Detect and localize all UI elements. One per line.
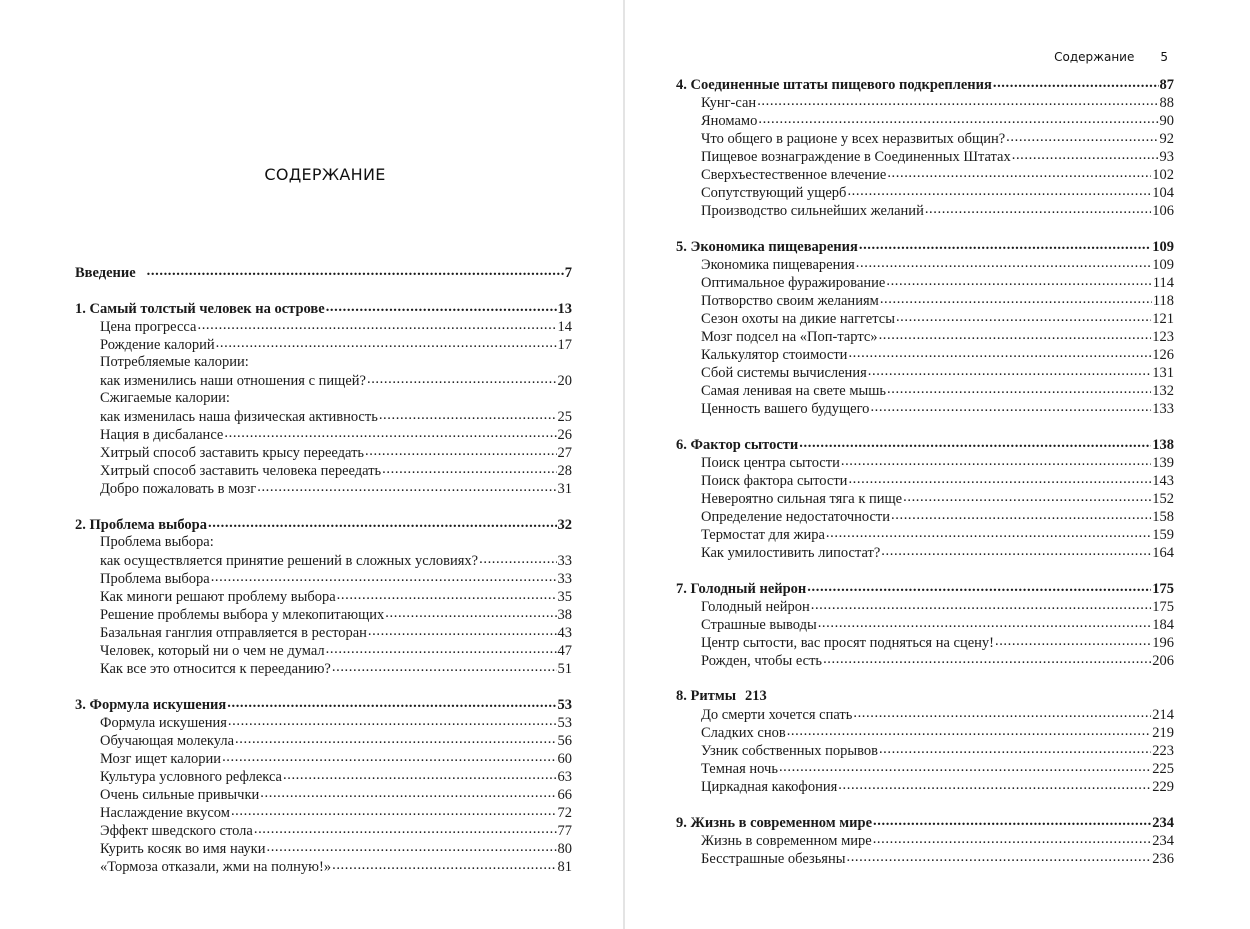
toc-section-entry[interactable] [676, 615, 1174, 633]
chapter-page: 213 [745, 688, 767, 704]
chapter-page: 175 [1152, 581, 1174, 597]
toc-section-entry[interactable] [75, 569, 572, 587]
section-page: 132 [1152, 383, 1174, 399]
toc-section-entry[interactable] [75, 767, 572, 785]
chapter-title: 8. Ритмы [676, 688, 737, 704]
toc-section-entry[interactable] [75, 407, 572, 425]
toc-section-entry[interactable] [676, 93, 1174, 111]
toc-chapter-entry[interactable] [75, 299, 572, 317]
dot-leader [847, 183, 1151, 197]
section-page: 92 [1159, 131, 1174, 147]
toc-section-entry[interactable] [75, 659, 572, 677]
section-title: Экономика пищеварения [701, 257, 855, 273]
section-page: 118 [1152, 293, 1174, 309]
left-chapter-list [75, 299, 572, 875]
section-title: Сезон охоты на дикие наггетсы [701, 311, 895, 327]
section-page: 106 [1152, 203, 1174, 219]
chapter-page: 53 [557, 697, 572, 713]
section-page: 53 [557, 715, 572, 731]
chapter-page: 13 [557, 301, 572, 317]
section-title: Базальная ганглия отправляется в ресторан [100, 625, 367, 641]
dot-leader [787, 723, 1152, 737]
dot-leader [1012, 147, 1159, 161]
section-page: 43 [557, 625, 572, 641]
dot-leader [887, 165, 1151, 179]
chapter-page: 109 [1152, 239, 1174, 255]
dot-leader [887, 381, 1151, 395]
toc-section-entry[interactable] [676, 543, 1174, 561]
section-page: 236 [1152, 851, 1174, 867]
right-chapter-list [676, 75, 1174, 867]
toc-section-entry[interactable] [676, 741, 1174, 759]
section-title: Рожден, чтобы есть [701, 653, 823, 669]
section-title: Центр сытости, вас просят подняться на сцену! [701, 635, 994, 651]
dot-leader [147, 263, 564, 277]
toc-section-entry[interactable] [676, 309, 1174, 327]
toc-section-entry[interactable] [676, 381, 1174, 399]
section-page: 47 [557, 643, 572, 659]
section-page: 51 [557, 661, 572, 677]
section-title: Сопутствующий ущерб [701, 185, 847, 201]
section-page: 229 [1152, 779, 1174, 795]
toc-section-entry[interactable] [75, 551, 572, 569]
section-title: Решение проблемы выбора у млекопитающих [100, 607, 385, 623]
section-title: Курить косяк во имя науки [100, 841, 266, 857]
toc-section-entry[interactable] [75, 353, 572, 371]
section-title: Добро пожаловать в мозг [100, 481, 257, 497]
toc-section-entry[interactable] [676, 165, 1174, 183]
section-title: как изменились наши отношения с пищей? [100, 373, 366, 389]
toc-chapter-entry[interactable] [75, 695, 572, 713]
section-title: Яномамо [701, 113, 758, 129]
section-page: 81 [557, 859, 572, 875]
toc-section-entry[interactable] [676, 129, 1174, 147]
section-title: Мозг подсел на «Поп-тартс» [701, 329, 878, 345]
dot-leader [227, 695, 556, 709]
section-title: Проблема выбора: [100, 534, 214, 550]
section-title: Определение недостаточности [701, 509, 891, 525]
section-title: Поиск центра сытости [701, 455, 840, 471]
dot-leader [859, 237, 1151, 251]
section-title: Очень сильные привычки [100, 787, 260, 803]
dot-leader [326, 299, 557, 313]
dot-leader [891, 507, 1151, 521]
section-page: 17 [557, 337, 572, 353]
section-title: Культура условного рефлекса [100, 769, 282, 785]
section-page: 66 [557, 787, 572, 803]
dot-leader [841, 453, 1151, 467]
section-title: Что общего в рационе у всех неразвитых общин? [701, 131, 1006, 147]
section-page: 133 [1152, 401, 1174, 417]
section-page: 102 [1152, 167, 1174, 183]
dot-leader [896, 309, 1151, 323]
entry-page: 7 [564, 265, 572, 281]
section-page: 14 [557, 319, 572, 335]
dot-leader [870, 399, 1151, 413]
section-page: 123 [1152, 329, 1174, 345]
section-page: 26 [557, 427, 572, 443]
chapter-page: 32 [557, 517, 572, 533]
section-page: 33 [557, 553, 572, 569]
section-title: Поиск фактора сытости [701, 473, 848, 489]
section-page: 90 [1159, 113, 1174, 129]
toc-section-entry[interactable] [75, 857, 572, 875]
section-title: Пищевое вознаграждение в Соединенных Штатах [701, 149, 1011, 165]
toc-section-entry[interactable] [676, 525, 1174, 543]
dot-leader [283, 767, 557, 781]
chapter-title: 5. Экономика пищеварения [676, 239, 858, 255]
section-title: Рождение калорий [100, 337, 215, 353]
toc-section-entry[interactable] [676, 471, 1174, 489]
toc-section-entry[interactable] [75, 317, 572, 335]
chapter-title: 6. Фактор сытости [676, 437, 799, 453]
dot-leader [266, 839, 556, 853]
toc-section-entry[interactable] [676, 399, 1174, 417]
section-title: Как все это относится к перееданию? [100, 661, 331, 677]
section-title: Циркадная какофония [701, 779, 838, 795]
section-title: Мозг ищет калории [100, 751, 222, 767]
entry-title: Введение [75, 265, 136, 281]
section-page: 63 [557, 769, 572, 785]
toc-chapter-entry[interactable] [676, 435, 1174, 453]
section-title: Кунг-сан [701, 95, 757, 111]
section-title: Цена прогресса [100, 319, 197, 335]
toc-section-entry[interactable] [75, 749, 572, 767]
section-title: Хитрый способ заставить человека переедать [100, 463, 382, 479]
chapter-page: 87 [1159, 77, 1174, 93]
chapter-title: 4. Соединенные штаты пищевого подкрепления [676, 77, 992, 93]
toc-section-entry[interactable] [75, 425, 572, 443]
dot-leader [216, 335, 557, 349]
section-title: Человек, который ни о чем не думал [100, 643, 325, 659]
dot-leader [224, 425, 556, 439]
section-page: 159 [1152, 527, 1174, 543]
section-page: 80 [557, 841, 572, 857]
toc-section-entry[interactable] [676, 147, 1174, 165]
section-page: 164 [1152, 545, 1174, 561]
dot-leader [873, 813, 1151, 827]
toc-section-entry[interactable] [75, 605, 572, 623]
section-page: 131 [1152, 365, 1174, 381]
dot-leader [368, 623, 557, 637]
section-title: Потворство своим желаниям [701, 293, 879, 309]
toc-section-entry[interactable] [75, 479, 572, 497]
section-title: Сладких снов [701, 725, 786, 741]
section-page: 234 [1152, 833, 1174, 849]
section-title: Голодный нейрон [701, 599, 810, 615]
dot-leader [993, 75, 1159, 89]
chapter-title: 7. Голодный нейрон [676, 581, 807, 597]
section-page: 175 [1152, 599, 1174, 615]
section-title: Наслаждение вкусом [100, 805, 230, 821]
section-title: До смерти хочется спать [701, 707, 853, 723]
toc-section-entry[interactable] [75, 785, 572, 803]
dot-leader [868, 363, 1152, 377]
section-page: 56 [557, 733, 572, 749]
dot-leader [886, 273, 1151, 287]
section-title: Узник собственных порывов [701, 743, 878, 759]
toc-chapter-entry[interactable] [75, 515, 572, 533]
dot-leader [332, 857, 556, 871]
section-page: 158 [1152, 509, 1174, 525]
toc-section-entry[interactable] [75, 821, 572, 839]
section-title: Сверхъестественное влечение [701, 167, 887, 183]
toc-section-entry[interactable] [676, 705, 1174, 723]
section-page: 31 [557, 481, 572, 497]
toc-chapter-section [676, 579, 1174, 669]
dot-leader [838, 777, 1151, 791]
toc-section-entry[interactable] [676, 777, 1174, 795]
chapter-title: 1. Самый толстый человек на острове [75, 301, 325, 317]
section-page: 60 [557, 751, 572, 767]
section-title: Термостат для жира [701, 527, 825, 543]
section-title: как изменилась наша физическая активность [100, 409, 378, 425]
section-page: 126 [1152, 347, 1174, 363]
section-page: 38 [557, 607, 572, 623]
section-title: Как миноги решают проблему выбора [100, 589, 336, 605]
section-page: 196 [1152, 635, 1174, 651]
toc-section-entry[interactable] [676, 651, 1174, 669]
section-title: Формула искушения [100, 715, 227, 731]
toc-chapter-section [676, 687, 1174, 795]
section-title: Сжигаемые калории: [100, 390, 230, 406]
section-page: 139 [1152, 455, 1174, 471]
toc-section-entry[interactable] [75, 713, 572, 731]
toc-section-entry[interactable] [75, 731, 572, 749]
toc-section-entry[interactable] [676, 345, 1174, 363]
section-page: 225 [1152, 761, 1174, 777]
dot-leader [758, 111, 1158, 125]
section-title: Как умилостивить липостат? [701, 545, 881, 561]
dot-leader [879, 741, 1151, 755]
toc-section-entry[interactable] [676, 849, 1174, 867]
toc-section-entry[interactable] [75, 839, 572, 857]
section-page: 28 [557, 463, 572, 479]
toc-chapter-section [75, 515, 572, 677]
toc-section-entry[interactable] [676, 201, 1174, 219]
section-page: 72 [557, 805, 572, 821]
toc-section-entry[interactable] [676, 633, 1174, 651]
section-page: 214 [1152, 707, 1174, 723]
toc-section-entry[interactable] [75, 389, 572, 407]
running-head [1054, 50, 1168, 64]
dot-leader [385, 605, 556, 619]
toc-section-entry[interactable] [75, 623, 572, 641]
section-title: Невероятно сильная тяга к пище [701, 491, 903, 507]
section-page: 104 [1152, 185, 1174, 201]
dot-leader [995, 633, 1151, 647]
section-page: 88 [1159, 95, 1174, 111]
dot-leader [222, 749, 556, 763]
section-title: Производство сильнейших желаний [701, 203, 924, 219]
toc-section-entry[interactable] [676, 363, 1174, 381]
chapter-title: 9. Жизнь в современном мире [676, 815, 873, 831]
section-page: 27 [557, 445, 572, 461]
toc-section-entry[interactable] [676, 453, 1174, 471]
toc-chapter-section [676, 813, 1174, 867]
chapter-title: 2. Проблема выбора [75, 517, 207, 533]
toc-chapter-section [75, 299, 572, 497]
section-title: Ценность вашего будущего [701, 401, 870, 417]
toc-chapter-section [75, 695, 572, 875]
section-title: Проблема выбора [100, 571, 210, 587]
dot-leader [211, 569, 557, 583]
section-page: 121 [1152, 311, 1174, 327]
section-title: Нация в дисбалансе [100, 427, 224, 443]
dot-leader [799, 435, 1151, 449]
toc-section-entry[interactable] [75, 461, 572, 479]
section-page: 25 [557, 409, 572, 425]
toc-section-entry[interactable] [676, 273, 1174, 291]
dot-leader [925, 201, 1151, 215]
section-title: Потребляемые калории: [100, 354, 249, 370]
toc-section-entry[interactable] [75, 335, 572, 353]
toc-section-entry[interactable] [75, 371, 572, 389]
toc-section-entry[interactable] [676, 489, 1174, 507]
dot-leader [231, 803, 557, 817]
section-title: Страшные выводы [701, 617, 817, 633]
dot-leader [811, 597, 1152, 611]
section-page: 93 [1159, 149, 1174, 165]
dot-leader [260, 785, 556, 799]
toc-section-entry[interactable] [676, 597, 1174, 615]
toc-right-column [676, 75, 1174, 885]
toc-chapter-section [676, 237, 1174, 417]
toc-section-entry[interactable] [676, 831, 1174, 849]
toc-section-entry[interactable] [676, 111, 1174, 129]
dot-leader [235, 731, 556, 745]
section-title: как осуществляется принятие решений в сложных условиях? [100, 553, 479, 569]
section-title: Самая ленивая на свете мышь [701, 383, 887, 399]
dot-leader [856, 255, 1151, 269]
section-page: 143 [1152, 473, 1174, 489]
toc-chapter-section [676, 75, 1174, 219]
toc-chapter-entry[interactable] [676, 687, 1174, 705]
section-title: Темная ночь [701, 761, 778, 777]
dot-leader [479, 551, 556, 565]
dot-leader [208, 515, 557, 529]
dot-leader [880, 291, 1152, 305]
dot-leader [807, 579, 1151, 593]
dot-leader [228, 713, 557, 727]
section-title: Жизнь в современном мире [701, 833, 872, 849]
dot-leader [197, 317, 556, 331]
toc-section-entry[interactable] [75, 443, 572, 461]
section-title: Обучающая молекула [100, 733, 235, 749]
toc-left-column [75, 263, 572, 893]
dot-leader [382, 461, 556, 475]
dot-leader [848, 345, 1151, 359]
toc-section-entry[interactable] [75, 587, 572, 605]
section-page: 206 [1152, 653, 1174, 669]
toc-section-entry[interactable] [75, 533, 572, 551]
running-head-label: Содержание [1054, 50, 1135, 64]
dot-leader [757, 93, 1158, 107]
dot-leader [332, 659, 557, 673]
dot-leader [848, 471, 1151, 485]
toc-section-entry[interactable] [676, 183, 1174, 201]
section-title: Хитрый способ заставить крысу переедать [100, 445, 365, 461]
dot-leader [846, 849, 1151, 863]
toc-chapter-entry[interactable] [676, 813, 1174, 831]
dot-leader [823, 651, 1151, 665]
dot-leader [254, 821, 557, 835]
toc-section-entry[interactable] [75, 803, 572, 821]
dot-leader [379, 407, 557, 421]
chapter-title: 3. Формула искушения [75, 697, 227, 713]
dot-leader [873, 831, 1152, 845]
toc-chapter-entry[interactable] [676, 237, 1174, 255]
section-title: Калькулятор стоимости [701, 347, 848, 363]
section-page: 35 [557, 589, 572, 605]
section-page: 152 [1152, 491, 1174, 507]
section-page: 33 [557, 571, 572, 587]
page-number: 5 [1160, 50, 1168, 64]
section-page: 223 [1152, 743, 1174, 759]
toc-section-entry[interactable] [676, 507, 1174, 525]
section-page: 184 [1152, 617, 1174, 633]
section-title: Бесстрашные обезьяны [701, 851, 846, 867]
toc-section-entry[interactable] [676, 327, 1174, 345]
section-page: 20 [557, 373, 572, 389]
toc-section-entry[interactable] [676, 291, 1174, 309]
toc-chapter-entry[interactable] [676, 75, 1174, 93]
dot-leader [1006, 129, 1158, 143]
section-title: «Тормоза отказали, жми на полную!» [100, 859, 332, 875]
chapter-page: 234 [1152, 815, 1174, 831]
toc-intro-entry[interactable] [75, 263, 572, 281]
right-page [625, 0, 1250, 929]
toc-chapter-entry[interactable] [676, 579, 1174, 597]
section-title: Сбой системы вычисления [701, 365, 867, 381]
toc-section-entry[interactable] [676, 759, 1174, 777]
section-title: Эффект шведского стола [100, 823, 253, 839]
section-page: 219 [1152, 725, 1174, 741]
dot-leader [826, 525, 1151, 539]
section-page: 109 [1152, 257, 1174, 273]
dot-leader [818, 615, 1152, 629]
chapter-page: 138 [1152, 437, 1174, 453]
dot-leader [257, 479, 556, 493]
section-page: 114 [1152, 275, 1174, 291]
dot-leader [365, 443, 556, 457]
dot-leader [903, 489, 1151, 503]
dot-leader [337, 587, 557, 601]
dot-leader [326, 641, 557, 655]
dot-leader [853, 705, 1151, 719]
left-page [0, 0, 624, 929]
toc-section-entry[interactable] [676, 255, 1174, 273]
section-page: 77 [557, 823, 572, 839]
dot-leader [367, 371, 557, 385]
dot-leader [779, 759, 1151, 773]
toc-section-entry[interactable] [676, 723, 1174, 741]
section-title: Оптимальное фуражирование [701, 275, 886, 291]
toc-chapter-section [676, 435, 1174, 561]
toc-section-entry[interactable] [75, 641, 572, 659]
dot-leader [881, 543, 1151, 557]
dot-leader [879, 327, 1152, 341]
toc-title: СОДЕРЖАНИЕ [264, 165, 386, 184]
